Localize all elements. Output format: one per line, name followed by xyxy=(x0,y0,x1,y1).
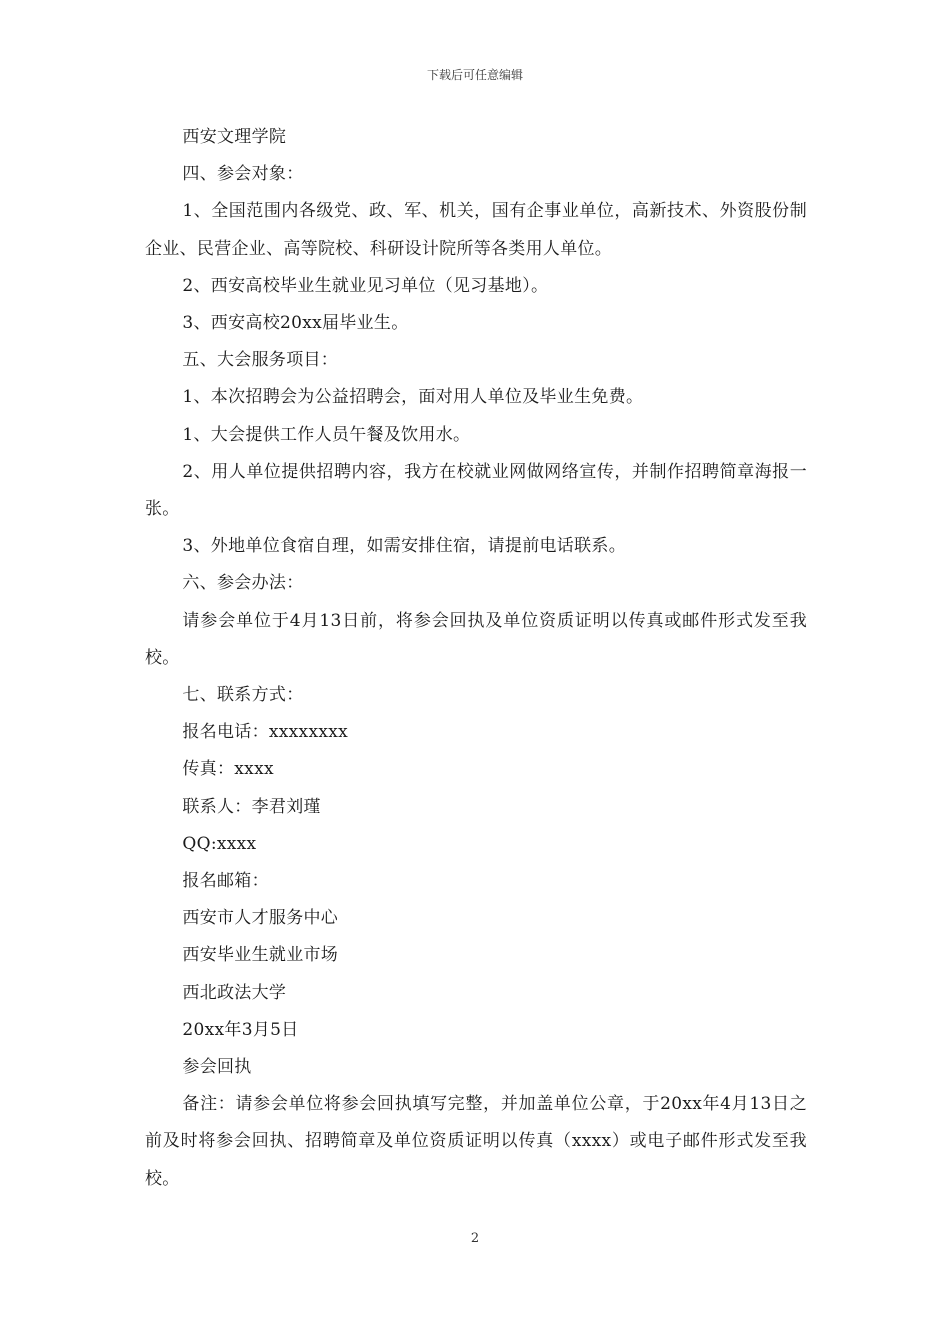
remark-paragraph: 备注：请参会单位将参会回执填写完整，并加盖单位公章，于20xx年4月13日之前及时将参会回执、招聘简章及单位资质证明以传真（xxxx）或电子邮件形式发至我校。 xyxy=(145,1094,807,1189)
section-heading: 参会回执 xyxy=(182,1057,252,1078)
paragraph: 西安文理学院 xyxy=(182,127,287,147)
contact-email: 报名邮箱： xyxy=(182,871,269,892)
paragraph: 1、全国范围内各级党、政、军、机关，国有企事业单位，高新技术、外资股份制企业、民营企业、高等院校、科研设计院所等各类用人单位。 xyxy=(145,201,807,259)
document-date: 20xx年3月5日 xyxy=(182,1019,299,1040)
paragraph: 1、本次招聘会为公益招聘会，面对用人单位及毕业生免费。 xyxy=(182,387,644,408)
section-heading: 七、联系方式： xyxy=(182,685,304,706)
contact-phone: 报名电话：xxxxxxxx xyxy=(182,722,348,743)
page-header-note: 下载后可任意编辑 xyxy=(426,68,523,82)
contact-qq: QQ:xxxx xyxy=(182,833,257,854)
paragraph: 3、外地单位食宿自理，如需安排住宿，请提前电话联系。 xyxy=(182,536,627,557)
section-heading: 六、参会办法： xyxy=(182,573,304,594)
contact-fax: 传真：xxxx xyxy=(182,759,274,780)
organizer: 西安毕业生就业市场 xyxy=(182,945,339,966)
document-body xyxy=(145,119,807,1198)
section-heading: 五、大会服务项目： xyxy=(182,350,339,371)
contact-person: 联系人：李君刘瑾 xyxy=(182,796,321,817)
paragraph: 1、大会提供工作人员午餐及饮用水。 xyxy=(182,424,471,445)
paragraph: 请参会单位于4月13日前，将参会回执及单位资质证明以传真或邮件形式发至我校。 xyxy=(145,610,807,668)
paragraph: 2、用人单位提供招聘内容，我方在校就业网做网络宣传，并制作招聘简章海报一张。 xyxy=(145,461,807,520)
organizer: 西北政法大学 xyxy=(182,982,287,1003)
paragraph: 2、西安高校毕业生就业见习单位（见习基地）。 xyxy=(182,275,549,296)
section-heading: 四、参会对象： xyxy=(182,164,304,185)
page-number: 2 xyxy=(470,1231,480,1246)
paragraph: 3、西安高校20xx届毕业生。 xyxy=(182,313,409,334)
organizer: 西安市人才服务中心 xyxy=(182,908,339,929)
